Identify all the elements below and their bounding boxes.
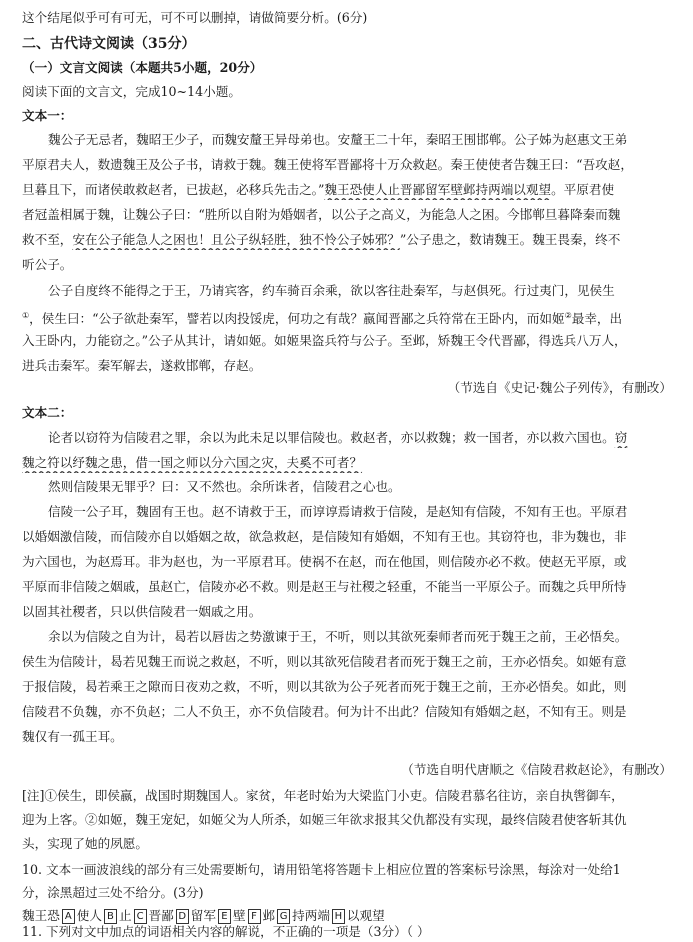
option-box-a[interactable]: A [62, 909, 75, 924]
text2-para3-line: 信陵一公子耳，魏固有王也。赵不请救于王，而谆谆焉请救于信陵，是赵知有信陵，不知有王也。平原君 [48, 504, 628, 519]
text1-para1-line: 魏公子无忌者，魏昭王少子，而魏安釐王异母弟也。安釐王二十年，秦昭王围邯郸。公子姊为赵惠文王弟 [48, 132, 628, 147]
footnote-marker: ② [564, 311, 572, 320]
option-box-c[interactable]: C [134, 909, 147, 924]
text-run: ”公子患之，数请魏王。魏王畏秦，终不 [399, 232, 621, 247]
text2-para2-line: 然则信陵果无罪乎？曰：又不然也。余所诛者，信陵君之心也。 [48, 479, 401, 494]
text1-para2-line [22, 306, 672, 326]
text1-para1-line: 平原君夫人，数遗魏王及公子书，请救于魏。魏王使将军晋鄙将十万众救赵。秦王使使者告魏王曰：“吾攻赵， [22, 157, 633, 172]
text1-para2-line: 公子自度终不能得之于王，乃请宾客，约车骑百余乘，欲以客往赴秦军，与赵俱死。行过夷门，见侯生 [48, 283, 615, 298]
text2-source: （节选自明代唐顺之《信陵君救赵论》，有删改） [401, 762, 672, 777]
footnote-marker: ① [22, 311, 30, 320]
text-run: 旦暮且下，而诸侯敢救赵者，已拔赵，必移兵先击之。” [22, 182, 325, 197]
text2-para4-line: 魏仅有一孤王耳。 [22, 729, 123, 744]
notes-line: 迎为上客。②如姬，魏王宠妃，如姬父为人所杀，如姬三年欲求报其父仇都没有实现，最终信陵君使客斩其仇 [22, 812, 627, 827]
segment: 持两端 [292, 908, 330, 923]
segment: 邺 [262, 908, 276, 923]
question-10: 10. 文本一画波浪线的部分有三处需要断句，请用铅笔将答题卡上相应位置的答案标号涂黑，每涂对一处给1 [22, 862, 621, 877]
option-box-g[interactable]: G [277, 909, 290, 924]
text2-para4-line: 侯生为信陵计，曷若见魏王而说之救赵，不听，则以其欲死信陵君者而死于魏王之前，王亦必悟矣。如姬有意 [22, 654, 627, 669]
text2-para3-line: 以婚姻激信陵，而信陵亦自以婚姻之故，欲急救赵，是信陵知有婚姻，不知有王也。其窃符也，非为魏也，非 [22, 529, 627, 544]
text2-para4-line: 信陵君不负魏，亦不负赵；二人不负王，亦不负信陵君。何为计不出此？信陵知有婚姻之赵，不知有王。则是 [22, 704, 627, 719]
text1-para1-line: 听公子。 [22, 257, 73, 272]
subsection-heading: （一）文言文阅读（本题共5小题，20分） [22, 60, 263, 75]
text1-source: （节选自《史记·魏公子列传》，有删改） [447, 380, 672, 395]
text1-para1-line [22, 230, 672, 250]
text1-para1-line: 者冠盖相属于魏，让魏公子曰：“胜所以自附为婚姻者，以公子之高义，为能急人之困。今邯郸旦暮降秦而魏 [22, 207, 621, 222]
section-heading: 二、古代诗文阅读（35分） [22, 36, 196, 52]
text-run: 。平原君使 [551, 182, 615, 197]
notes-line: 头，实现了她的夙愿。 [22, 836, 148, 851]
segment: 留军 [190, 908, 216, 923]
segment: 以观望 [346, 908, 385, 923]
text1-para1-line [22, 180, 672, 200]
prev-question-tail: 这个结尾似乎可有可无，可不可以删掉，请做简要分析。(6分) [22, 10, 368, 25]
text-run: 论者以窃符为信陵君之罪，余以为此未足以罪信陵也。救赵者，亦以救魏；救一国者，亦以救六国也。 [48, 430, 615, 445]
option-box-f[interactable]: F [248, 909, 261, 924]
option-box-e[interactable]: E [218, 909, 231, 924]
segment: 止 [118, 908, 132, 923]
question-11: 11. 下列对文中加点的词语相关内容的解说，不正确的一项是（3分）（ ） [22, 924, 430, 939]
option-box-h[interactable]: H [332, 909, 345, 924]
text2-para1-line [22, 453, 672, 473]
text-run: ，侯生曰：“公子欲赴秦军，譬若以肉投馁虎，何功之有哉？嬴闻晋鄙之兵符常在王卧内，而如姬 [29, 311, 565, 326]
text2-label: 文本二： [22, 405, 73, 420]
text2-para3-line: 为六国也，为赵焉耳。非为赵也，为一平原君耳。使祸不在赵，而在他国，则信陵亦必不救。使赵无平原，或 [22, 554, 627, 569]
segment: 魏王恐 [22, 908, 60, 923]
underlined-sentence: 窃 [614, 430, 628, 445]
text2-para3-line: 平原而非信陵之姻戚，虽赵亡，信陵亦必不救。则是赵王与社稷之轻重，不能当一平原公子。而魏之兵甲所恃 [22, 579, 627, 594]
text1-label: 文本一： [22, 108, 73, 123]
segment: 壁 [232, 908, 246, 923]
text1-para2-line: 进兵击秦军。秦军解去，遂救邯郸，存赵。 [22, 358, 262, 373]
underlined-sentence: 安在公子能急人之困也！且公子纵轻胜，独不怜公子姊邪？ [72, 232, 400, 247]
text2-para1-line [48, 428, 672, 448]
notes-line: [注]①侯生，即侯嬴，战国时期魏国人。家贫，年老时始为大梁监门小吏。信陵君慕名往访，亲自执辔御车， [22, 788, 624, 803]
text-run: 最幸，出 [571, 311, 623, 326]
text1-para2-line: 入王卧内，力能窃之。”公子从其计，请如姬。如姬果盗兵符与公子。至邺，矫魏王令代晋鄙，得选兵八万人， [22, 333, 627, 348]
segment: 晋鄙 [148, 908, 174, 923]
question-10-cont: 分，涂黑超过三处不给分。(3分) [22, 885, 204, 900]
text2-para4-line: 于报信陵，曷若乘王之隙而日夜劝之救，不听，则以其欲为公子死者而死于魏王之前，王亦必悟矣。如此，则 [22, 679, 627, 694]
option-box-d[interactable]: D [176, 909, 189, 924]
wavy-underlined-passage: 魏王恐使人止晋鄙留军壁邺持两端以观望 [324, 182, 552, 197]
segment: 使人 [76, 908, 102, 923]
text-run: 救不至， [22, 232, 73, 247]
instruction: 阅读下面的文言文，完成10~14小题。 [22, 84, 241, 99]
underlined-sentence: 魏之符以纾魏之患，借一国之师以分六国之灾，夫奚不可者？ [22, 455, 363, 470]
option-box-b[interactable]: B [104, 909, 117, 924]
text2-para4-line: 余以为信陵之自为计，曷若以唇齿之势激谏于王，不听，则以其欲死秦师者而死于魏王之前，王必悟矣。 [48, 629, 628, 644]
text2-para3-line: 以固其社稷者，只以供信陵君一姻戚之用。 [22, 604, 262, 619]
